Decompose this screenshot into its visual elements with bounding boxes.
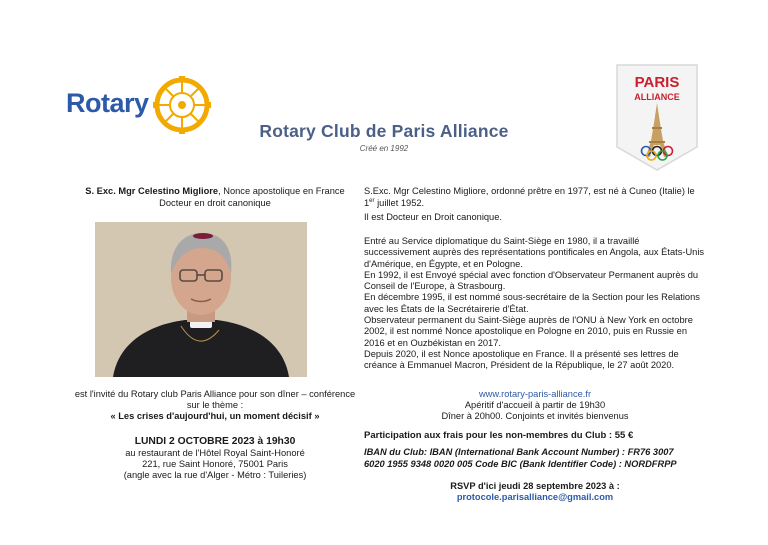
bio-paragraph: Observateur permanent du Saint-Siège auprès de l'ONU à New York en octobre 2002, il est nommé Nonce apostolique en Pologne en 2010, puis en Russie en 2016 et en Ouzbékistan en 2017. (364, 315, 693, 348)
bio-career (364, 236, 706, 372)
iban-line-2: 6020 1955 9348 0020 005 Code BIC (Bank Identifier Code) : NORDFRPP (364, 458, 677, 469)
bio-paragraph: En 1992, il est Envoyé spécial avec fonction d'Observateur Permanent auprès du Conseil de l'Europe, à Strasbourg. (364, 269, 699, 292)
participation-fee: Participation aux frais pour les non-membres du Club : 55 € (364, 430, 634, 441)
dinner-time: Dîner à 20h00. Conjoints et invités bienvenus (441, 411, 629, 421)
founded-date: Créé en 1992 (359, 144, 409, 153)
rotary-wordmark: Rotary (66, 88, 149, 118)
bio-paragraph: En décembre 1995, il est nommé sous-secrétaire de la Section pour les Relations avec les États de la Secrétairerie d'État. (364, 292, 700, 314)
invitation-line-1: est l'invité du Rotary club Paris Alliance pour son dîner – conférence (74, 389, 356, 399)
guest-portrait (95, 222, 307, 377)
guest-title: , Nonce apostolique en France (218, 186, 345, 196)
bio-line-1: S.Exc. Mgr Celestino Migliore, ordonné prêtre en 1977, est né à Cuneo (Italie) le (364, 186, 695, 196)
bio-ordinal: er (369, 197, 375, 204)
paris-alliance-logo (615, 63, 699, 172)
website-link[interactable]: www.rotary-paris-alliance.fr (478, 389, 592, 399)
club-title: Rotary Club de Paris Alliance (259, 121, 509, 141)
iban-line-1: IBAN du Club: IBAN (International Bank Account Number) : FR76 3007 (364, 447, 674, 457)
aperitif-time: Apéritif d'accueil à partir de 19h30 (464, 400, 606, 410)
bio-day: 1 (364, 198, 370, 208)
bank-details (364, 447, 706, 470)
talk-title: « Les crises d'aujourd'hui, un moment décisif » (110, 411, 320, 421)
bio-paragraph: Depuis 2020, il est Nonce apostolique en France. Il a présenté ses lettres de créance à Emmanuel Macron, Président de la République, le 27 août 2020. (364, 348, 679, 371)
guest-line (70, 186, 360, 197)
guest-name: S. Exc. Mgr Celestino Migliore (85, 186, 219, 196)
venue-line-1: au restaurant de l'Hôtel Royal Saint-Honoré (125, 448, 305, 458)
logo-alliance-text: ALLIANCE (634, 92, 680, 102)
invitation-line-2: sur le thème : (186, 400, 244, 410)
venue-line-3: (angle avec la rue d'Alger - Métro : Tuileries) (123, 470, 307, 480)
event-date: LUNDI 2 OCTOBRE 2023 à 19h30 (134, 436, 296, 447)
venue-line-2: 221, rue Saint Honoré, 75001 Paris (142, 459, 288, 469)
bio-paragraph: Entré au Service diplomatique du Saint-Siège en 1980, il a travaillé successivement auprès des représentations pontificales en Angola, aux États-Unis d'Amérique, en Égypte, et en Pologne. (364, 236, 705, 269)
bio-date-rest: juillet 1952. (374, 198, 425, 208)
rsvp-email-link[interactable]: protocole.parisalliance@gmail.com (456, 492, 614, 502)
logo-paris-text: PARIS (634, 74, 680, 91)
bio-line-2 (364, 198, 706, 209)
bio-line-3: Il est Docteur en Droit canonique. (364, 212, 502, 222)
guest-subtitle: Docteur en droit canonique (159, 198, 271, 208)
rsvp-deadline: RSVP d'ici jeudi 28 septembre 2023 à : (450, 481, 620, 491)
